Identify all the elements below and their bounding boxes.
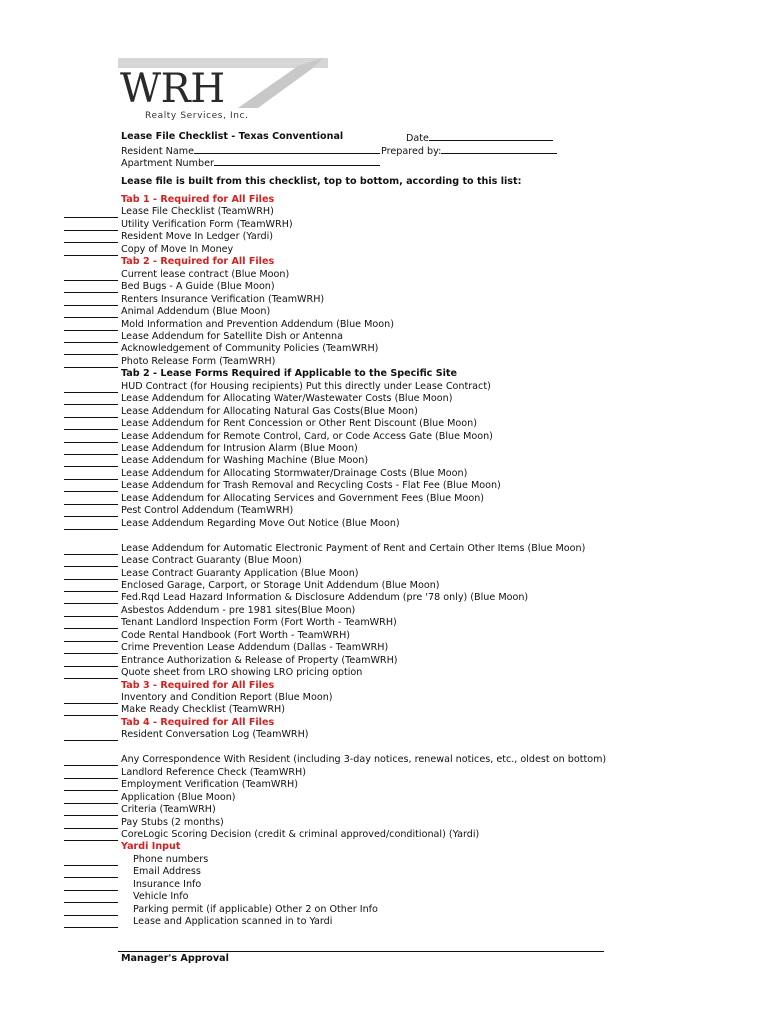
checkoff-blank[interactable] [64,331,118,343]
checklist-row [0,381,770,394]
checklist-row [0,331,770,344]
checklist-row [0,555,770,568]
checkoff-blank[interactable] [64,480,118,492]
apartment-number-field[interactable] [121,156,380,169]
checklist-item-label: Email Address [133,866,201,878]
checklist-item-label: Lease Addendum for Trash Removal and Recycling Costs - Flat Fee (Blue Moon) [121,480,501,492]
checklist-row [0,256,770,269]
checklist-row [0,642,770,655]
checklist-row [0,692,770,705]
checklist-item-label: Enclosed Garage, Carport, or Storage Unit Addendum (Blue Moon) [121,579,440,591]
checklist-row [0,767,770,780]
checkoff-blank[interactable] [64,306,118,318]
checklist-item-label: HUD Contract (for Housing recipients) Put this directly under Lease Contract) [121,380,491,392]
checklist-item-label: Tenant Landlord Inspection Form (Fort Worth - TeamWRH) [121,617,397,629]
checklist-item-label: Lease Addendum for Remote Control, Card, or Code Access Gate (Blue Moon) [121,430,493,442]
checklist-item-label: Asbestos Addendum - pre 1981 sites(Blue Moon) [121,604,356,616]
checkoff-blank[interactable] [64,592,118,604]
checkoff-blank[interactable] [64,879,118,891]
checkoff-blank[interactable] [64,455,118,467]
checkoff-blank[interactable] [64,206,118,218]
section-heading: Tab 3 - Required for All Files [121,679,275,691]
logo-swoosh-icon [228,58,328,110]
checklist-row [0,717,770,730]
checklist-row [0,455,770,468]
checkoff-blank[interactable] [64,792,118,804]
checklist-item-label: Animal Addendum (Blue Moon) [121,306,271,318]
checkoff-blank[interactable] [64,866,118,878]
checklist-item-label: Lease Addendum for Rent Concession or Other Rent Discount (Blue Moon) [121,418,477,430]
checkoff-blank[interactable] [64,605,118,617]
checklist-item-label: Copy of Move In Money [121,243,234,255]
checklist-item-label: Lease Addendum for Allocating Stormwater/Drainage Costs (Blue Moon) [121,467,468,479]
prepared-by-field[interactable] [381,144,557,157]
checklist-item-label: Insurance Info [133,878,202,890]
checklist-item-label: Vehicle Info [133,891,189,903]
checklist-row [0,655,770,668]
checkoff-blank[interactable] [64,518,118,530]
checklist-row [0,294,770,307]
checklist-item-label: Lease File Checklist (TeamWRH) [121,206,274,218]
checklist-row [0,493,770,506]
checklist-row [0,779,770,792]
checkoff-blank[interactable] [64,418,118,430]
checklist-row [0,754,770,767]
checkoff-blank[interactable] [64,767,118,779]
checkoff-blank[interactable] [64,854,118,866]
checkoff-blank[interactable] [64,692,118,704]
checklist-item-label: Fed.Rqd Lead Hazard Information & Disclosure Addendum (pre '78 only) (Blue Moon) [121,592,529,604]
checklist-row [0,219,770,232]
checklist-item-label: Lease Addendum for Satellite Dish or Antenna [121,330,344,342]
checkoff-blank[interactable] [64,269,118,281]
checklist-row [0,568,770,581]
checklist-row [0,580,770,593]
checklist-item-label: Lease Contract Guaranty (Blue Moon) [121,555,302,567]
apartment-number-label: Apartment Number [121,158,214,169]
checklist-row [0,866,770,879]
checklist-item-label: Landlord Reference Check (TeamWRH) [121,766,306,778]
checklist-row [0,617,770,630]
checklist-row [0,742,770,755]
checklist-item-label: Mold Information and Prevention Addendum (Blue Moon) [121,318,394,330]
checklist-item-label: Phone numbers [133,853,209,865]
checklist-row [0,904,770,917]
checkoff-blank[interactable] [64,319,118,331]
checkoff-blank[interactable] [64,393,118,405]
checklist-row [0,319,770,332]
checklist-row [0,518,770,531]
checklist-row [0,605,770,618]
checklist-row [0,393,770,406]
checklist-item-label: Crime Prevention Lease Addendum (Dallas - TeamWRH) [121,642,389,654]
checklist-item-label: Lease and Application scanned in to Yardi [133,916,333,928]
checklist-item-label: Lease Addendum for Automatic Electronic Payment of Rent and Certain Other Items (Blue Moon) [121,542,586,554]
checklist-row [0,368,770,381]
section-heading: Tab 2 - Required for All Files [121,256,275,268]
checkoff-blank[interactable] [64,543,118,555]
resident-name-label: Resident Name [121,146,194,157]
checklist-item-label: Quote sheet from LRO showing LRO pricing option [121,667,363,679]
checklist-row [0,194,770,207]
checklist-row [0,480,770,493]
checklist-item-label: Acknowledgement of Community Policies (TeamWRH) [121,343,379,355]
checklist-item-label: Any Correspondence With Resident (including 3-day notices, renewal notices, etc., oldest on bottom) [121,754,607,766]
checkoff-blank[interactable] [64,443,118,455]
checkoff-blank[interactable] [64,356,118,368]
checklist-item-label: Entrance Authorization & Release of Property (TeamWRH) [121,654,398,666]
checklist-item-label: Inventory and Condition Report (Blue Moon) [121,692,333,703]
checklist-row [0,530,770,543]
checklist-item-label: Renters Insurance Verification (TeamWRH) [121,293,325,305]
checklist-row [0,704,770,717]
checklist-row [0,667,770,680]
checklist-item-label: Photo Release Form (TeamWRH) [121,355,276,367]
section-heading: Tab 4 - Required for All Files [121,716,275,728]
checklist-row [0,792,770,805]
checklist-row [0,306,770,319]
checklist-row [0,343,770,356]
checkoff-blank[interactable] [64,804,118,816]
checklist-item-label: Criteria (TeamWRH) [121,804,216,816]
checklist-item-label: Lease Contract Guaranty Application (Blue Moon) [121,567,359,579]
checklist-item-label: Make Ready Checklist (TeamWRH) [121,704,286,716]
checklist-item-label: Lease Addendum for Intrusion Alarm (Blue Moon) [121,443,358,454]
checklist-row [0,680,770,693]
checkoff-blank[interactable] [64,493,118,505]
checklist-item-label: Utility Verification Form (TeamWRH) [121,218,293,230]
checklist-row [0,817,770,830]
checklist-item-label: Lease Addendum for Allocating Services and Government Fees (Blue Moon) [121,492,485,504]
checkoff-blank[interactable] [64,891,118,903]
checkoff-blank[interactable] [64,729,118,741]
checklist-row [0,281,770,294]
checkoff-blank[interactable] [64,779,118,791]
checkoff-blank[interactable] [64,904,118,916]
checkoff-blank[interactable] [64,431,118,443]
checkoff-blank[interactable] [64,219,118,231]
checklist-row [0,443,770,456]
date-label: Date [406,133,429,144]
checkoff-blank[interactable] [64,468,118,480]
checklist-row [0,231,770,244]
checkoff-blank[interactable] [64,568,118,580]
checkoff-blank[interactable] [64,916,118,928]
checklist-row [0,244,770,257]
prepared-by-label: Prepared by: [381,146,442,157]
checklist-item-label: Lease Addendum Regarding Move Out Notice (Blue Moon) [121,517,400,529]
checkoff-blank[interactable] [64,630,118,642]
logo-subtext: Realty Services, Inc. [145,111,249,121]
logo-text: WRH [120,66,225,112]
checkoff-blank[interactable] [64,294,118,306]
date-field[interactable] [406,131,553,144]
checklist-item-label: Current lease contract (Blue Moon) [121,268,290,280]
checkoff-blank[interactable] [64,817,118,829]
checkoff-blank[interactable] [64,617,118,629]
checklist-row [0,916,770,929]
checkoff-blank[interactable] [64,406,118,418]
checklist-row [0,630,770,643]
checklist-row [0,729,770,742]
checklist-row [0,431,770,444]
checkoff-blank[interactable] [64,231,118,243]
checklist-row [0,891,770,904]
checklist-item-label: Application (Blue Moon) [121,791,236,803]
checklist-row [0,841,770,854]
resident-name-blank[interactable] [194,144,380,154]
checkoff-blank[interactable] [64,281,118,293]
checklist-row [0,592,770,605]
checklist-item-label: Pay Stubs (2 months) [121,816,224,828]
checkoff-blank[interactable] [64,829,118,841]
checklist-row [0,468,770,481]
checklist-row [0,854,770,867]
checkoff-blank[interactable] [64,642,118,654]
checkoff-blank[interactable] [64,381,118,393]
date-blank[interactable] [429,131,553,141]
section-heading: Yardi Input [121,841,181,853]
checklist-row [0,543,770,556]
checkoff-blank[interactable] [64,667,118,679]
checkoff-blank[interactable] [64,655,118,667]
checkoff-blank[interactable] [64,754,118,766]
section-heading: Tab 1 - Required for All Files [121,194,275,205]
checklist-item-label: Resident Conversation Log (TeamWRH) [121,729,309,741]
prepared-by-blank[interactable] [441,144,557,154]
checklist-item-label: Code Rental Handbook (Fort Worth - TeamWRH) [121,629,351,641]
checkoff-blank[interactable] [64,343,118,355]
section-heading: Tab 2 - Lease Forms Required if Applicable to the Specific Site [121,368,458,380]
checkoff-blank[interactable] [64,244,118,256]
approval-signature-line[interactable] [118,951,604,952]
logo [118,58,328,128]
intro-text: Lease file is built from this checklist, top to bottom, according to this list: [121,176,522,187]
checkoff-blank[interactable] [64,555,118,567]
checkoff-blank[interactable] [64,505,118,517]
checklist-item-label: CoreLogic Scoring Decision (credit & criminal approved/conditional) (Yardi) [121,828,480,840]
checklist-row [0,418,770,431]
checklist-row [0,804,770,817]
checklist-item-label: Pest Control Addendum (TeamWRH) [121,505,294,517]
checklist-row [0,206,770,219]
checklist-row [0,269,770,282]
checklist-item-label: Lease Addendum for Allocating Natural Gas Costs(Blue Moon) [121,405,418,417]
checklist-item-label: Bed Bugs - A Guide (Blue Moon) [121,281,275,293]
managers-approval-label: Manager's Approval [121,953,229,964]
form-title: Lease File Checklist - Texas Conventional [121,131,344,142]
checklist-row [0,505,770,518]
checkoff-blank[interactable] [64,704,118,716]
checklist-row [0,356,770,369]
checklist-item-label: Parking permit (if applicable) Other 2 on Other Info [133,903,378,915]
checklist-row [0,879,770,892]
apartment-number-blank[interactable] [214,156,380,166]
checkoff-blank[interactable] [64,580,118,592]
checklist-item-label: Lease Addendum for Washing Machine (Blue Moon) [121,455,369,467]
checklist-item-label: Lease Addendum for Allocating Water/Wastewater Costs (Blue Moon) [121,393,453,405]
checklist-item-label: Employment Verification (TeamWRH) [121,779,299,791]
checklist-row [0,829,770,842]
checklist-row [0,406,770,419]
checklist-item-label: Resident Move In Ledger (Yardi) [121,231,274,243]
